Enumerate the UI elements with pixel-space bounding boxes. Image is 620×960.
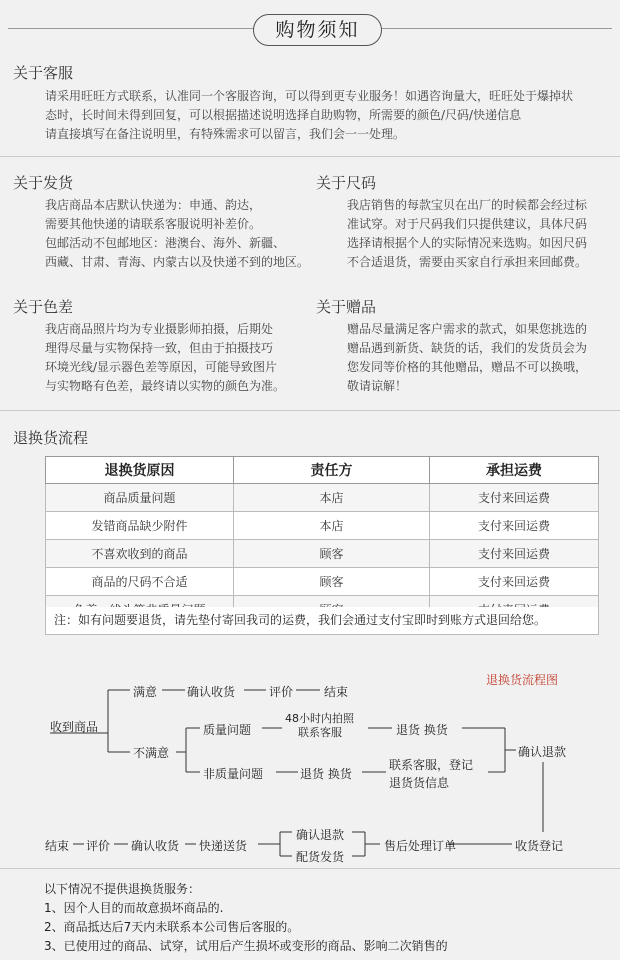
shipping-line: 需要其他快递的请联系客服说明补差价。 <box>45 217 262 231</box>
no-service-item: 1、因个人目的而故意损坏商品的. <box>44 901 224 915</box>
gift-text <box>347 320 612 396</box>
flow-bottom-review: 评价 <box>86 839 111 853</box>
no-service-item: 2、商品抵达后7天内未联系本公司售后客服的。 <box>44 920 300 934</box>
customer-service-line: 请直接填写在备注说明里，有特殊需求可以留言，我们会一一处理。 <box>45 127 406 141</box>
table-cell: 本店 <box>234 512 430 540</box>
gift-heading: 关于赠品 <box>316 298 377 316</box>
gift-line: 赠品尽量满足客户需求的款式，如果您挑选的 <box>347 322 588 336</box>
table-cell: 支付来回运费 <box>430 568 599 596</box>
color-line: 环境光线/显示器色差等原因，可能导致图片 <box>45 360 278 374</box>
title-bar <box>0 8 620 48</box>
customer-service-line: 请采用旺旺方式联系，认准同一个客服咨询，可以得到更专业服务！如遇咨询量大，旺旺处于爆掉状 <box>45 89 574 103</box>
shipping-heading: 关于发货 <box>13 174 74 192</box>
color-line: 我店商品照片均为专业摄影师拍摄，后期处 <box>45 322 274 336</box>
page-title: 购物须知 <box>253 14 382 46</box>
flow-return-register: 收货登记 <box>515 839 564 853</box>
flow-return-exchange-2: 退货 换货 <box>300 767 352 781</box>
table-cell: 支付来回运费 <box>430 512 599 540</box>
table-header: 承担运费 <box>430 457 599 484</box>
flow-confirm-receipt: 确认收货 <box>187 685 236 699</box>
table-cell: 商品的尺码不合适 <box>46 568 234 596</box>
color-line: 与实物略有色差，最终请以实物的颜色为准。 <box>45 379 286 393</box>
size-line: 不合适退货，需要由买家自行承担来回邮费。 <box>347 255 588 269</box>
flow-photo-contact-2: 联系客服 <box>298 726 342 739</box>
flow-chart-title: 退换货流程图 <box>486 673 559 687</box>
flow-unsatisfied: 不满意 <box>133 746 170 760</box>
table-header: 责任方 <box>234 457 430 484</box>
section-divider <box>0 156 620 157</box>
color-heading: 关于色差 <box>13 298 74 316</box>
flow-photo-contact-1: 48小时内拍照 <box>285 712 354 725</box>
flow-bottom-refund: 确认退款 <box>296 828 345 842</box>
shipping-line: 包邮活动不包邮地区：港澳台、海外、新疆、 <box>45 236 286 250</box>
table-cell: 商品质量问题 <box>46 484 234 512</box>
size-line: 准试穿。对于尺码我们只提供建议，具体尺码 <box>347 217 588 231</box>
table-cell: 不喜欢收到的商品 <box>46 540 234 568</box>
color-line: 理得尽量与实物保持一致，但由于拍摄技巧 <box>45 341 274 355</box>
customer-service-text <box>45 87 610 144</box>
gift-line: 敬请谅解！ <box>347 379 408 393</box>
title-right-rule <box>381 28 612 29</box>
size-heading: 关于尺码 <box>316 174 377 192</box>
color-text <box>45 320 315 396</box>
table-row <box>46 568 599 596</box>
flow-bottom-ship: 快递送货 <box>199 839 248 853</box>
shipping-line: 我店商品本店默认快递为：申通、韵达， <box>45 198 262 212</box>
table-row <box>46 540 599 568</box>
flow-receive: 收到商品 <box>50 720 99 734</box>
gift-line: 赠品遇到新货、缺货的话，我们的发货员会为 <box>347 341 588 355</box>
shipping-line: 西藏、甘肃、青海、内蒙古以及快递不到的地区。 <box>45 255 310 269</box>
flow-satisfied: 满意 <box>133 685 158 699</box>
no-service-section <box>44 880 448 956</box>
flow-bottom-dispatch: 配货发货 <box>296 850 345 864</box>
returns-note: 注：如有问题要退货，请先垫付寄回我司的运费，我们会通过支付宝即时到账方式退回给您。 <box>45 607 599 635</box>
flow-contact-register-1: 联系客服，登记 <box>389 758 474 772</box>
returns-table <box>45 456 599 624</box>
section-divider <box>0 410 620 411</box>
size-text <box>347 196 612 272</box>
flow-contact-register-2: 退货货信息 <box>389 776 450 790</box>
flow-end: 结束 <box>324 685 349 699</box>
gift-line: 您发同等价格的其他赠品，赠品不可以换哦， <box>347 360 588 374</box>
flow-quality-issue: 质量问题 <box>203 723 252 737</box>
flow-return-exchange-1: 退货 换货 <box>396 723 448 737</box>
no-service-heading: 以下情况不提供退换货服务： <box>44 882 201 896</box>
flow-confirm-refund: 确认退款 <box>518 745 567 759</box>
table-cell: 支付来回运费 <box>430 540 599 568</box>
shipping-text <box>45 196 315 272</box>
flow-review: 评价 <box>269 685 294 699</box>
no-service-item: 3、已使用过的商品、试穿，试用后产生损坏或变形的商品、影响二次销售的 <box>44 939 448 953</box>
customer-service-heading: 关于客服 <box>13 64 74 82</box>
title-left-rule <box>8 28 253 29</box>
flow-bottom-end: 结束 <box>45 839 70 853</box>
table-row <box>46 484 599 512</box>
flow-bottom-confirm: 确认收货 <box>131 839 180 853</box>
returns-heading: 退换货流程 <box>13 429 89 447</box>
section-divider <box>0 868 620 869</box>
table-cell: 支付来回运费 <box>430 484 599 512</box>
table-header: 退换货原因 <box>46 457 234 484</box>
table-row <box>46 512 599 540</box>
table-cell: 发错商品缺少附件 <box>46 512 234 540</box>
table-cell: 本店 <box>234 484 430 512</box>
size-line: 我店销售的每款宝贝在出厂的时候都会经过标 <box>347 198 588 212</box>
flow-after-sale: 售后处理订单 <box>384 839 457 853</box>
table-cell: 顾客 <box>234 568 430 596</box>
flow-non-quality-issue: 非质量问题 <box>203 767 264 781</box>
table-cell: 顾客 <box>234 540 430 568</box>
size-line: 选择请根据个人的实际情况来选购。如因尺码 <box>347 236 588 250</box>
customer-service-line: 态时，长时间未得到回复，可以根据描述说明选择自助购物，所需要的颜色/尺码/快递信息 <box>45 108 522 122</box>
table-header-row <box>46 457 599 484</box>
